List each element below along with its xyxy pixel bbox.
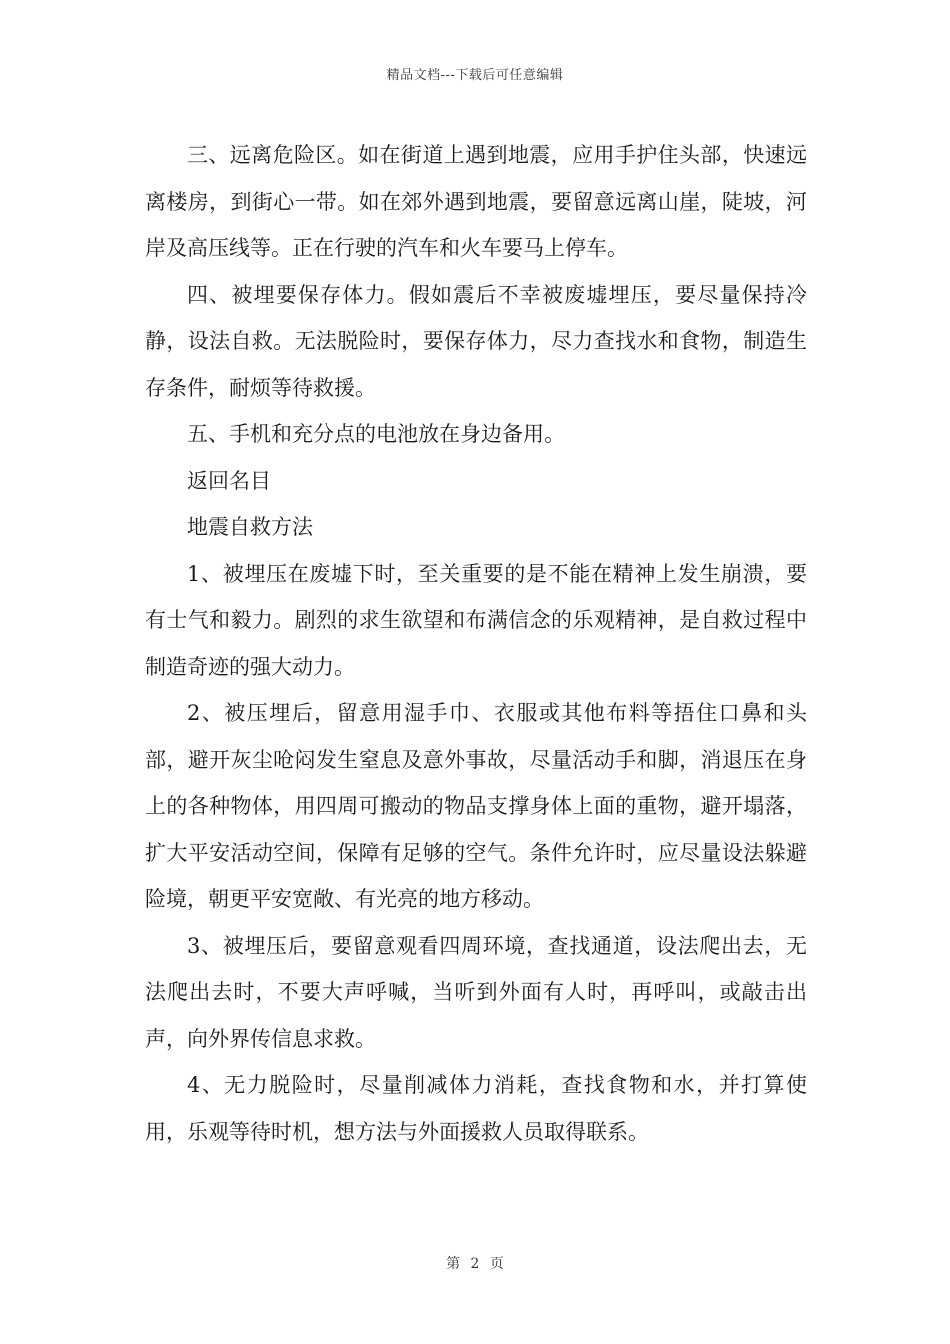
back-to-contents-link[interactable]: 返回名目: [187, 468, 271, 493]
paragraph-rescue-4: 4、无力脱险时，尽量削减体力消耗，查找食物和水，并打算使用，乐观等待时机，想方法与外面援救人员取得联系。: [145, 1073, 807, 1144]
page-footer: [0, 1253, 950, 1273]
paragraph-rescue-1: 1、被埋压在废墟下时，至关重要的是不能在精神上发生崩溃，要有士气和毅力。剧烈的求生欲望和布满信念的乐观精神，是自救过程中制造奇迹的强大动力。: [145, 561, 807, 679]
paragraph-phone-battery: 五、手机和充分点的电池放在身边备用。: [187, 422, 565, 446]
page-header: 精品文档---下载后可任意编辑: [386, 68, 564, 83]
paragraph-rescue-2: 2、被压埋后，留意用湿手巾、衣服或其他布料等捂住口鼻和头部，避开灰尘呛闷发生窒息及意外事故，尽量活动手和脚，消退压在身上的各种物体，用四周可搬动的物品支撑身体上面的重物，避开塌落，扩大平安活动空间，保障有足够的空气。条件允许时，应尽量设法躲避险境，朝更平安宽敞、有光亮的地方移动。: [145, 701, 807, 911]
page-number-suffix: 页: [489, 1256, 504, 1272]
section-heading-self-rescue: 地震自救方法: [187, 515, 313, 539]
paragraph-rescue-3: 3、被埋压后，要留意观看四周环境，查找通道，设法爬出去，无法爬出去时，不要大声呼喊，当听到外面有人时，再呼叫，或敲击出声，向外界传信息求救。: [145, 933, 807, 1051]
page-number-prefix: 第: [446, 1256, 461, 1272]
document-body: [145, 132, 807, 1155]
paragraph-preserve-strength: 四、被埋要保存体力。假如震后不幸被废墟埋压，要尽量保持冷静，设法自救。无法脱险时，要保存体力，尽力查找水和食物，制造生存条件，耐烦等待救援。: [145, 282, 807, 400]
page-number: 2: [470, 1256, 480, 1272]
paragraph-stay-away-danger: 三、远离危险区。如在街道上遇到地震，应用手护住头部，快速远离楼房，到街心一带。如在郊外遇到地震，要留意远离山崖，陡坡，河岸及高压线等。正在行驶的汽车和火车要马上停车。: [145, 143, 807, 260]
